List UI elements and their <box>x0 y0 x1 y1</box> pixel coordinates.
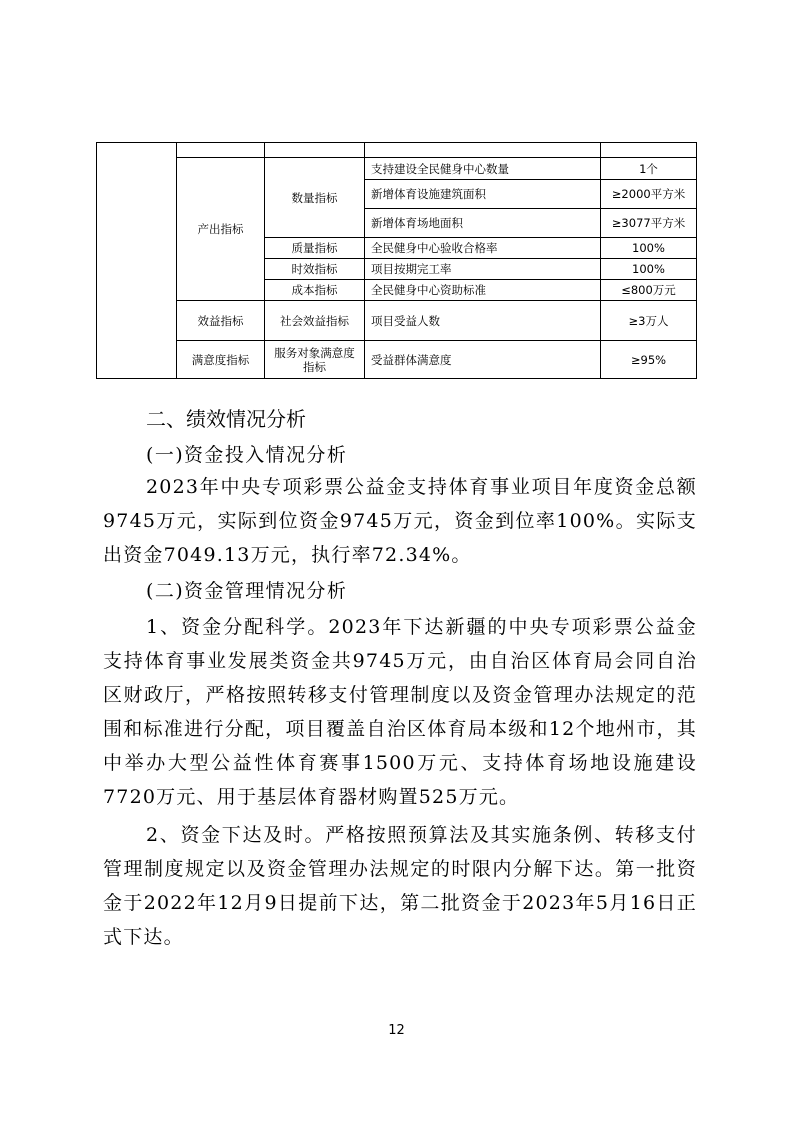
table-cell <box>177 143 265 158</box>
page-number: 12 <box>388 1023 405 1038</box>
indicator-name: 支持建设全民健身中心数量 <box>365 158 601 180</box>
level2-indicator: 社会效益指标 <box>265 301 365 341</box>
level1-indicator: 产出指标 <box>177 158 265 301</box>
indicator-value: ≥95% <box>601 341 697 379</box>
level1-indicator: 满意度指标 <box>177 341 265 379</box>
indicator-name: 受益群体满意度 <box>365 341 601 379</box>
indicator-value: ≤800万元 <box>601 280 697 301</box>
level2-indicator: 质量指标 <box>265 238 365 259</box>
section-title: 二、绩效情况分析 <box>146 407 306 431</box>
indicator-name: 项目按期完工率 <box>365 259 601 280</box>
table-cell <box>265 143 365 158</box>
paragraph-funding-timeliness <box>103 818 697 954</box>
indicator-name: 项目受益人数 <box>365 301 601 341</box>
indicator-value: 100% <box>601 259 697 280</box>
level2-indicator: 成本指标 <box>265 280 365 301</box>
indicator-name: 全民健身中心验收合格率 <box>365 238 601 259</box>
table-cell <box>601 143 697 158</box>
paragraph-text: 2023年中央专项彩票公益金支持体育事业项目年度资金总额9745万元，实际到位资金9745万元，资金到位率100%。实际支出资金7049.13万元，执行率72.34%。 <box>103 476 697 566</box>
table-row <box>97 341 697 379</box>
paragraph-funding-input <box>103 470 697 572</box>
indicator-value: ≥3077平方米 <box>601 209 697 238</box>
level2-indicator: 时效指标 <box>265 259 365 280</box>
subsection-title-2: (二)资金管理情况分析 <box>146 580 348 602</box>
level2-indicator: 数量指标 <box>265 158 365 238</box>
indicator-value: ≥3万人 <box>601 301 697 341</box>
indicator-name: 新增体育场地面积 <box>365 209 601 238</box>
paragraph-funding-allocation <box>103 610 697 814</box>
subsection-title-1: (一)资金投入情况分析 <box>146 444 348 466</box>
indicator-value: ≥2000平方米 <box>601 180 697 209</box>
indicator-value: 100% <box>601 238 697 259</box>
table-cell <box>365 143 601 158</box>
indicator-value: 1个 <box>601 158 697 180</box>
table-row <box>97 301 697 341</box>
table-row <box>97 143 697 158</box>
performance-indicator-table <box>96 142 697 379</box>
level1-indicator: 效益指标 <box>177 301 265 341</box>
paragraph-text: 1、资金分配科学。2023年下达新疆的中央专项彩票公益金支持体育事业发展类资金共9745万元，由自治区体育局会同自治区财政厅，严格按照转移支付管理制度以及资金管理办法规定的范围和标准进行分配，项目覆盖自治区体育局本级和12个地州市，其中举办大型公益性体育赛事1500万元、支持体育场地设施建设7720万元、用于基层体育器材购置525万元。 <box>103 616 697 808</box>
indicator-name: 新增体育设施建筑面积 <box>365 180 601 209</box>
table-row <box>97 158 697 180</box>
paragraph-text: 2、资金下达及时。严格按照预算法及其实施条例、转移支付管理制度规定以及资金管理办法规定的时限内分解下达。第一批资金于2022年12月9日提前下达，第二批资金于2023年5月16日正式下达。 <box>103 824 697 948</box>
level2-indicator: 服务对象满意度指标 <box>265 341 365 379</box>
indicator-name: 全民健身中心资助标准 <box>365 280 601 301</box>
table-cell-blank <box>97 143 177 379</box>
